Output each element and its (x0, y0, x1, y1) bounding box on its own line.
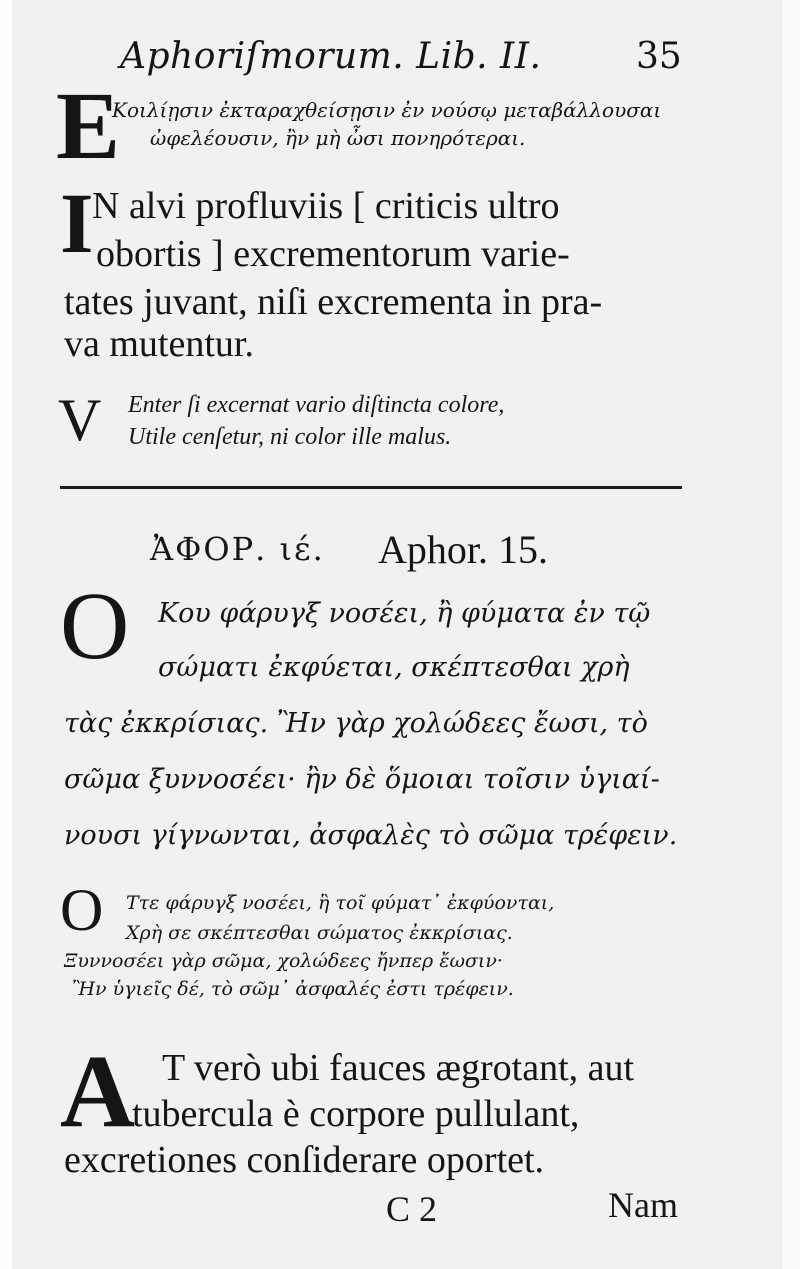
drop-cap-E: E (56, 72, 121, 179)
greek-prose-line: Κοιλίῃσιν ἐκταραχθείσῃσιν ἐν νούσῳ μεταβάλλουσαι (112, 98, 662, 122)
greek-verse-line: Ττε φάρυγξ νοσέει, ἢ τοῖ φύματ᾽ ἐκφύονται, (126, 892, 555, 914)
greek-prose-line: σῶμα ξυννοσέει· ἢν δὲ ὅμοιαι τοῖσιν ὑγιαί- (64, 764, 660, 795)
latin-prose-line: tubercula è corpore pullulant, (132, 1093, 580, 1135)
greek-prose-line: ὠφελέουσιν, ἢν μὴ ὦσι πονηρότεραι. (150, 126, 526, 150)
latin-prose-line: T verò ubi fauces ægrotant, aut (162, 1047, 635, 1089)
greek-verse-line: Ἢν ὑγιεῖς δέ, τὸ σῶμ᾽ ἀσφαλές ἐστι τρέφειν. (72, 978, 514, 1000)
signature-mark: C 2 (386, 1189, 438, 1229)
drop-cap-I: I (60, 175, 94, 271)
page-number: 35 (636, 36, 682, 77)
latin-verse-line: Utile cenſetur, ni color ille malus. (128, 424, 452, 450)
greek-prose-line: Κου φάρυγξ νοσέει, ἢ φύματα ἐν τῷ (158, 598, 651, 629)
section-divider (60, 486, 682, 489)
greek-prose-line: τὰς ἐκκρίσιας. Ἢν γὰρ χολώδεες ἔωσι, τὸ (64, 708, 648, 739)
greek-prose-line: νουσι γίγνωνται, ἀσφαλὲς τὸ σῶμα τρέφειν. (64, 820, 678, 851)
drop-cap-A: A (60, 1034, 136, 1149)
drop-cap-O: O (60, 572, 130, 679)
latin-verse-line: Enter ſi excernat vario diſtincta colore, (128, 392, 505, 418)
drop-cap-V: V (58, 387, 102, 453)
greek-verse-line: Χρὴ σε σκέπτεσθαι σώματος ἐκκρίσιας. (126, 922, 513, 944)
latin-prose-line: excretiones conſiderare oportet. (64, 1139, 545, 1181)
page-edge-right (782, 0, 800, 1269)
catchword: Nam (608, 1185, 678, 1225)
latin-prose-line: va mutentur. (64, 323, 254, 365)
drop-cap-O-verse: O (60, 877, 104, 943)
latin-prose-line: N alvi profluviis [ criticis ultro (92, 185, 560, 227)
latin-prose-line: obortis ] excrementorum varie- (96, 233, 570, 275)
page-edge-left (0, 0, 12, 1269)
greek-prose-line: σώματι ἐκφύεται, σκέπτεσθαι χρὴ (158, 652, 630, 683)
latin-prose-line: tates juvant, niſi excrementa in pra- (64, 281, 603, 323)
greek-verse-line: Ξυννοσέει γὰρ σῶμα, χολώδεες ἤνπερ ἔωσιν· (64, 950, 503, 972)
aphorism-heading-greek: ἈΦΟΡ. ιέ. (150, 530, 325, 568)
running-title: Aphoriſmorum. Lib. II. (120, 36, 542, 77)
aphorism-heading-latin: Aphor. 15. (378, 527, 548, 572)
